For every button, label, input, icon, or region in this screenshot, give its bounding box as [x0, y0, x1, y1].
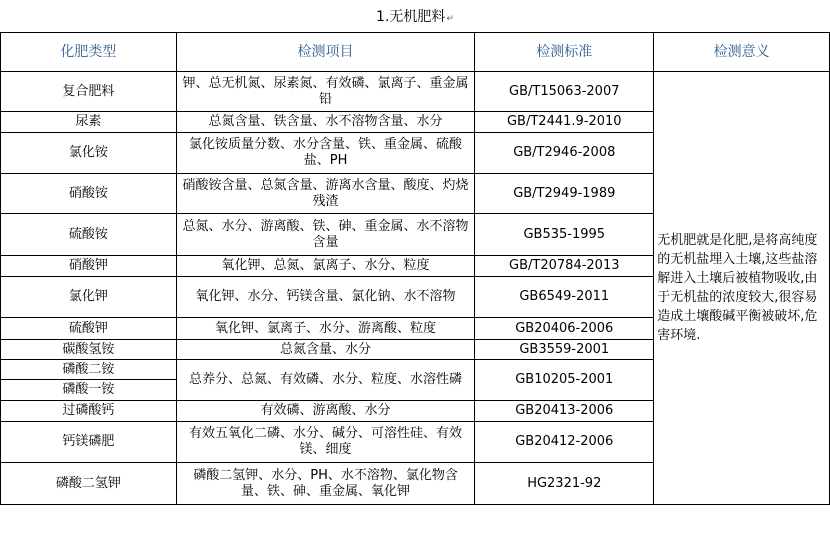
test-standard: GB535-1995 [475, 214, 654, 256]
fertilizer-type: 磷酸二铵 [1, 360, 177, 380]
test-items: 氧化钾、总氮、氯离子、水分、粒度 [176, 256, 475, 277]
header-items: 检测项目 [176, 33, 475, 72]
fertilizer-table [0, 32, 830, 505]
fertilizer-type: 硫酸铵 [1, 214, 177, 256]
test-items: 氧化钾、氯离子、水分、游离酸、粒度 [176, 318, 475, 340]
header-standard: 检测标准 [475, 33, 654, 72]
test-items: 氯化铵质量分数、水分含量、铁、重金属、硫酸盐、PH [176, 133, 475, 174]
test-items: 有效磷、游离酸、水分 [176, 401, 475, 422]
fertilizer-type: 硝酸铵 [1, 174, 177, 214]
fertilizer-type: 复合肥料 [1, 72, 177, 112]
fertilizer-type: 过磷酸钙 [1, 401, 177, 422]
fertilizer-type: 钙镁磷肥 [1, 422, 177, 463]
fertilizer-type: 碳酸氢铵 [1, 340, 177, 360]
test-standard: GB/T15063-2007 [475, 72, 654, 112]
test-items: 磷酸二氢钾、水分、PH、水不溶物、氯化物含量、铁、砷、重金属、氧化钾 [176, 463, 475, 505]
test-standard: GB20413-2006 [475, 401, 654, 422]
test-items: 钾、总无机氮、尿素氮、有效磷、氯离子、重金属铅 [176, 72, 475, 112]
fertilizer-type: 磷酸一铵 [1, 380, 177, 401]
header-type: 化肥类型 [1, 33, 177, 72]
fertilizer-type: 硫酸钾 [1, 318, 177, 340]
test-standard: GB/T2441.9-2010 [475, 112, 654, 133]
test-standard: GB/T2946-2008 [475, 133, 654, 174]
header-meaning: 检测意义 [654, 33, 830, 72]
test-standard: GB10205-2001 [475, 360, 654, 401]
test-standard: GB3559-2001 [475, 340, 654, 360]
fertilizer-type: 氯化铵 [1, 133, 177, 174]
test-standard: GB/T2949-1989 [475, 174, 654, 214]
test-standard: GB20406-2006 [475, 318, 654, 340]
meaning-cell: 无机肥就是化肥,是将高纯度的无机盐埋入土壤,这些盐溶解进入土壤后被植物吸收,由于无机盐的浓度较大,很容易造成土壤酸碱平衡被破坏,危害环境. [654, 72, 830, 505]
test-standard: GB20412-2006 [475, 422, 654, 463]
document-title: 1.无机肥料↵ [376, 9, 454, 25]
test-standard: GB/T20784-2013 [475, 256, 654, 277]
test-items: 硝酸铵含量、总氮含量、游离水含量、酸度、灼烧残渣 [176, 174, 475, 214]
fertilizer-type: 磷酸二氢钾 [1, 463, 177, 505]
test-standard: GB6549-2011 [475, 277, 654, 318]
fertilizer-type: 氯化钾 [1, 277, 177, 318]
test-items: 氧化钾、水分、钙镁含量、氯化钠、水不溶物 [176, 277, 475, 318]
fertilizer-type: 尿素 [1, 112, 177, 133]
table-row [1, 72, 830, 112]
table-header-row [1, 33, 830, 72]
test-items: 总氮含量、水分 [176, 340, 475, 360]
fertilizer-type: 硝酸钾 [1, 256, 177, 277]
test-items: 总氮、水分、游离酸、铁、砷、重金属、水不溶物含量 [176, 214, 475, 256]
test-standard: HG2321-92 [475, 463, 654, 505]
test-items: 有效五氧化二磷、水分、碱分、可溶性硅、有效镁、细度 [176, 422, 475, 463]
test-items: 总养分、总氮、有效磷、水分、粒度、水溶性磷 [176, 360, 475, 401]
test-items: 总氮含量、铁含量、水不溶物含量、水分 [176, 112, 475, 133]
